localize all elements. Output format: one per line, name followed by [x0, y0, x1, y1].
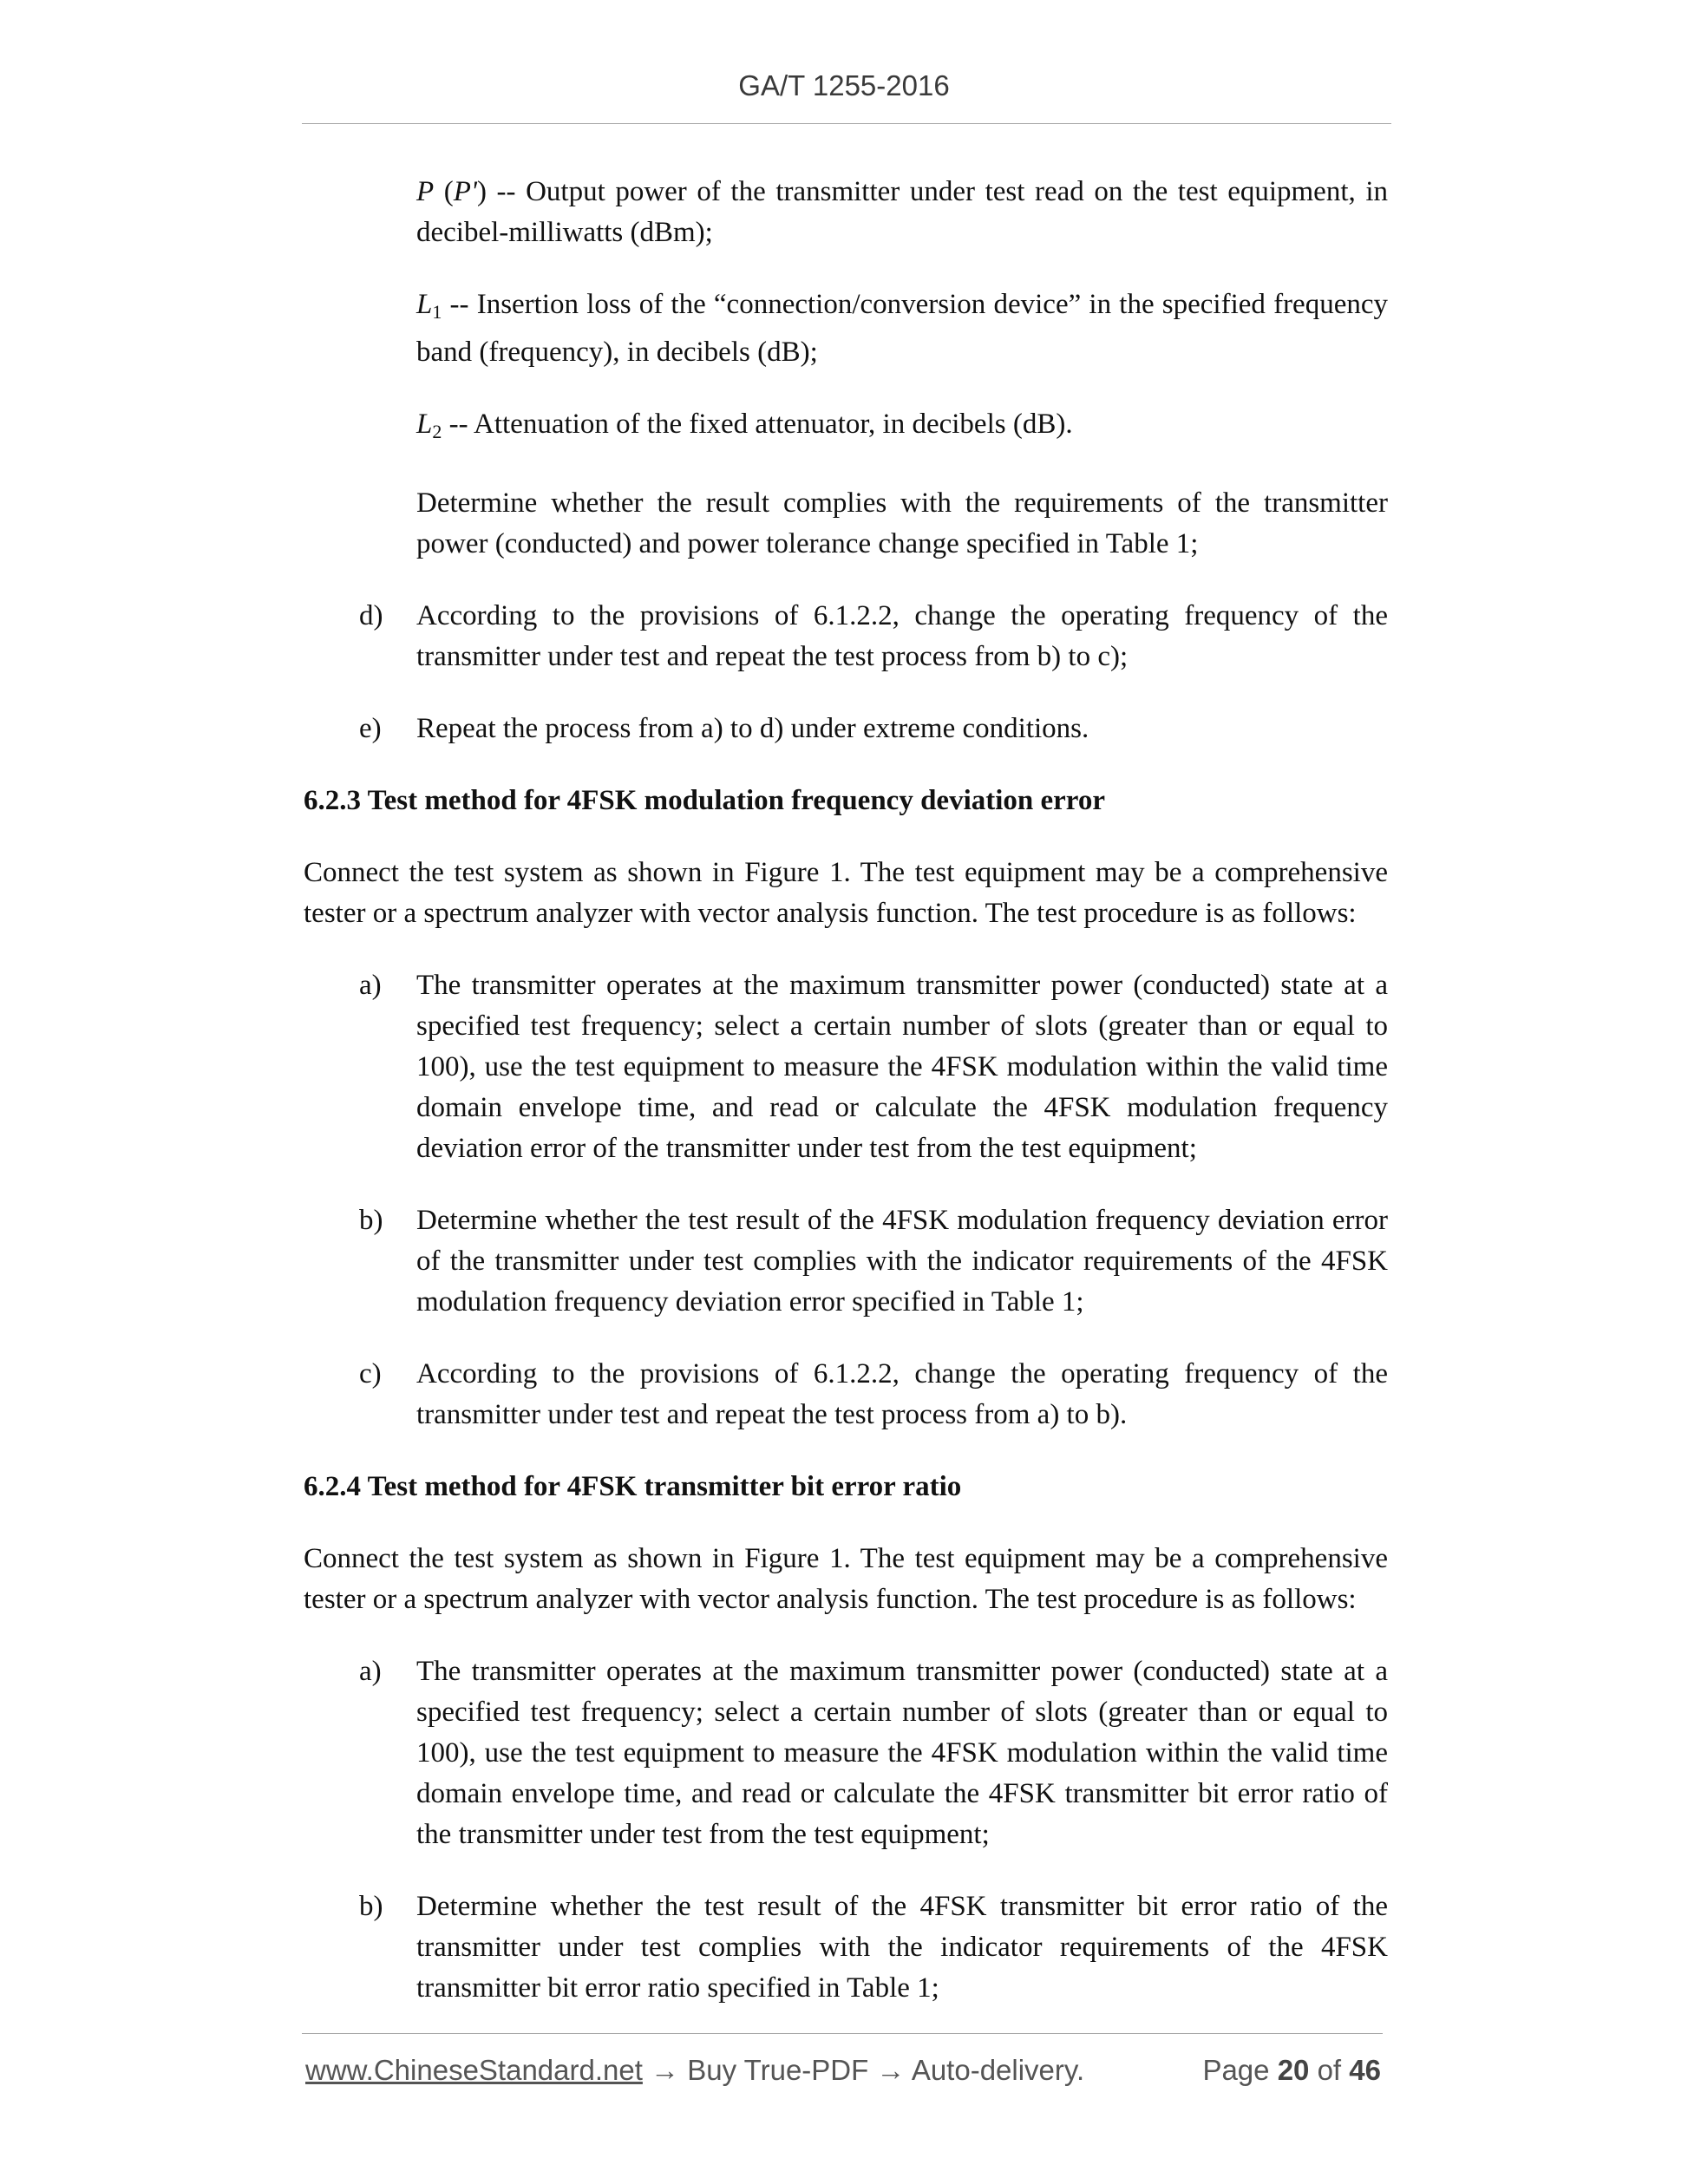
- determine-paragraph: Determine whether the result complies with the requirements of the transmitter power (conducted) and power tolerance change specified in Table 1;: [416, 487, 1388, 559]
- symbol-p: P: [416, 176, 435, 207]
- page-header: [0, 69, 1688, 102]
- current-page-number: 20: [1277, 2054, 1310, 2086]
- of-label: of: [1317, 2054, 1342, 2086]
- list-item-text: According to the provisions of 6.1.2.2, change the operating frequency of the transmitter under test and repeat the test process from b) to c);: [416, 600, 1388, 672]
- list-item-text: Determine whether the test result of the 4FSK transmitter bit error ratio of the transmitter under test complies with the indicator requirements of the 4FSK transmitter bit error ratio specified in Table 1;: [416, 1891, 1388, 2004]
- list-marker: d): [359, 600, 383, 631]
- footer-promo-text: → Buy True-PDF → Auto-delivery.: [642, 2054, 1085, 2086]
- footer-divider: [302, 2033, 1383, 2034]
- section-heading-6-2-3: 6.2.3 Test method for 4FSK modulation frequency deviation error: [304, 785, 1105, 816]
- page-label: Page: [1202, 2054, 1270, 2086]
- list-item: [304, 1886, 1388, 2009]
- document-body: [304, 172, 1388, 2040]
- list-marker: b): [359, 1891, 383, 1922]
- symbol-l2: L: [416, 409, 433, 440]
- list-item: [304, 1354, 1388, 1435]
- symbol-l1: L: [416, 289, 433, 320]
- footer-promo: [305, 2054, 1084, 2087]
- list-item-text: According to the provisions of 6.1.2.2, change the operating frequency of the transmitter under test and repeat the test process from a) to b).: [416, 1358, 1388, 1430]
- list-item-text: Determine whether the test result of the 4FSK modulation frequency deviation error of the transmitter under test complies with the indicator requirements of the 4FSK modulation frequency deviation error specified in Table 1;: [416, 1205, 1388, 1318]
- section-heading-6-2-4: 6.2.4 Test method for 4FSK transmitter bit error ratio: [304, 1471, 962, 1502]
- header-divider: [302, 123, 1391, 124]
- list-item: [304, 1651, 1388, 1855]
- definition-p: [416, 172, 1388, 253]
- list-marker: a): [359, 1656, 382, 1687]
- list-item: [304, 596, 1388, 677]
- symbol-p-prime: P': [453, 176, 477, 207]
- list-item: [304, 965, 1388, 1169]
- total-page-count: 46: [1349, 2054, 1381, 2086]
- definition-l1-text: -- Insertion loss of the “connection/conversion device” in the specified frequency band (frequency), in decibels (dB);: [416, 289, 1388, 368]
- definition-l2: [416, 404, 1388, 452]
- list-marker: a): [359, 970, 382, 1001]
- definition-p-text: ) -- Output power of the transmitter under test read on the test equipment, in decibel-milliwatts (dBm);: [416, 176, 1388, 248]
- definition-l1: [416, 284, 1388, 373]
- list-item-text: The transmitter operates at the maximum transmitter power (conducted) state at a specified test frequency; select a certain number of slots (greater than or equal to 100), use the test equipment to measure the 4FSK modulation within the valid time domain envelope time, and read or calculate the 4FSK modulation frequency deviation error of the transmitter under test from the test equipment;: [416, 970, 1388, 1164]
- page-indicator: [1202, 2054, 1381, 2087]
- list-item: [304, 1200, 1388, 1323]
- website-link[interactable]: www.ChineseStandard.net: [305, 2054, 643, 2086]
- section-intro-6-2-4: Connect the test system as shown in Figure 1. The test equipment may be a comprehensive tester or a spectrum analyzer with vector analysis function. The test procedure is as follows:: [304, 1543, 1388, 1615]
- list-item-text: Repeat the process from a) to d) under extreme conditions.: [416, 713, 1089, 744]
- open-paren: (: [434, 176, 454, 207]
- symbol-l2-subscript: 2: [432, 421, 442, 442]
- list-item-text: The transmitter operates at the maximum transmitter power (conducted) state at a specified test frequency; select a certain number of slots (greater than or equal to 100), use the test equipment to measure the 4FSK modulation within the valid time domain envelope time, and read or calculate the 4FSK transmitter bit error ratio of the transmitter under test from the test equipment;: [416, 1656, 1388, 1850]
- definition-l2-text: -- Attenuation of the fixed attenuator, in decibels (dB).: [442, 409, 1073, 440]
- list-marker: e): [359, 713, 382, 744]
- section-intro-6-2-3: Connect the test system as shown in Figure 1. The test equipment may be a comprehensive tester or a spectrum analyzer with vector analysis function. The test procedure is as follows:: [304, 857, 1388, 929]
- symbol-l1-subscript: 1: [432, 301, 442, 323]
- list-marker: c): [359, 1358, 382, 1390]
- list-item: [304, 709, 1388, 749]
- standard-code: GA/T 1255-2016: [738, 69, 950, 101]
- list-marker: b): [359, 1205, 383, 1236]
